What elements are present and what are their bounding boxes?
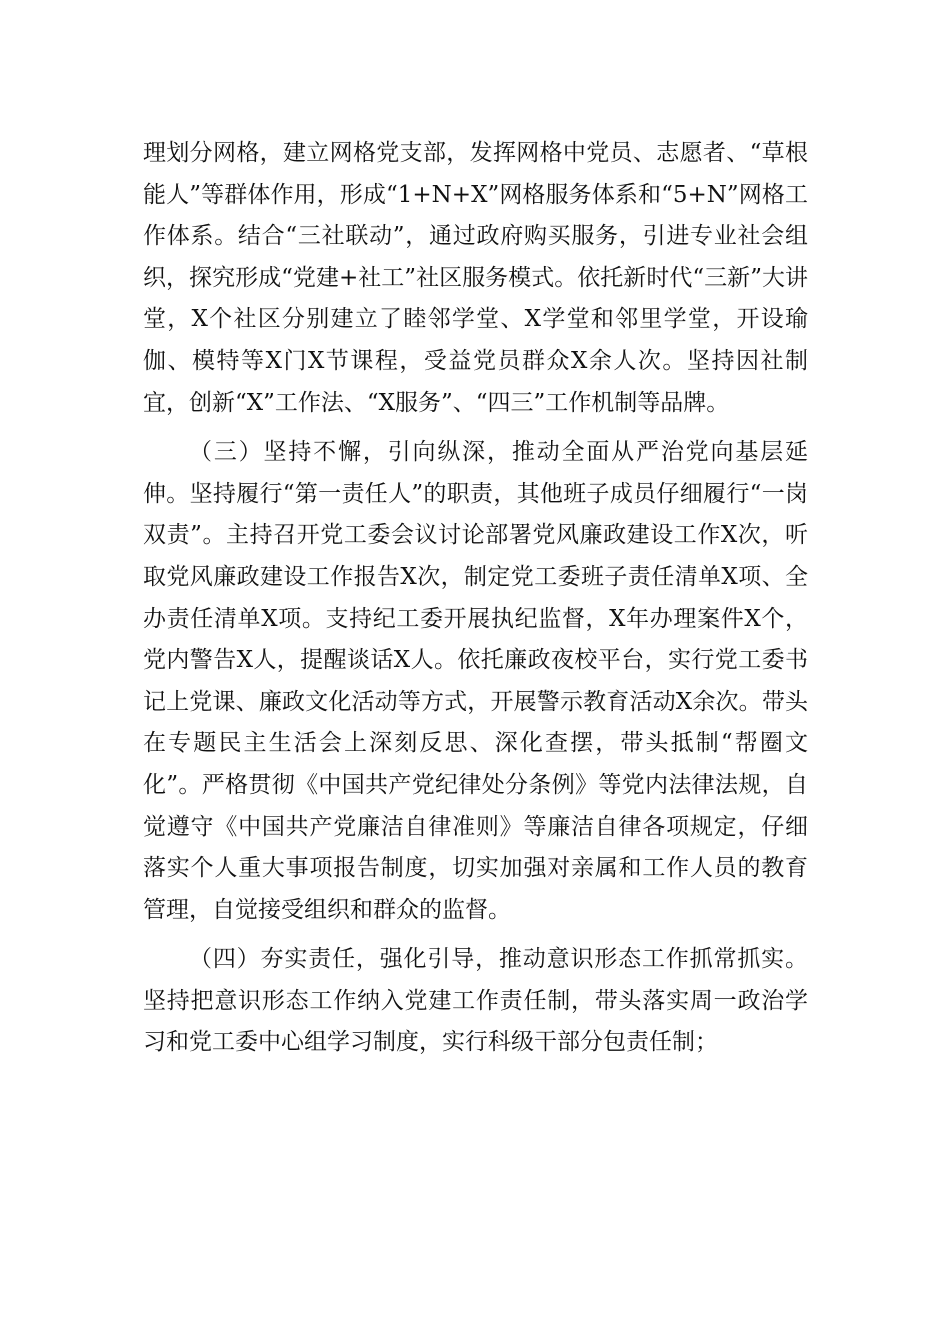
paragraph-gap: [143, 424, 808, 432]
paragraph-3: （四）夯实责任，强化引导，推动意识形态工作抓常抓实。坚持把意识形态工作纳入党建工作责任制，带头落实周一政治学习和党工委中心组学习制度，实行科级干部分包责任制；: [143, 946, 808, 1056]
paragraph-gap: [143, 931, 808, 939]
document-body: [143, 133, 808, 1064]
paragraph-1: 理划分网格，建立网格党支部，发挥网格中党员、志愿者、“草根能人”等群体作用，形成“1+N+X”网格服务体系和“5+N”网格工作体系。结合“三社联动”，通过政府购买服务，引进专业社会组织，探究形成“党建+社工”社区服务模式。依托新时代“三新”大讲堂，X个社区分别建立了睦邻学堂、X学堂和邻里学堂，开设瑜伽、模特等X门X节课程，受益党员群众X余人次。坚持因社制宜，创新“X”工作法、“X服务”、“四三”工作机制等品牌。: [143, 140, 808, 416]
paragraph-2: （三）坚持不懈，引向纵深，推动全面从严治党向基层延伸。坚持履行“第一责任人”的职责，其他班子成员仔细履行“一岗双责”。主持召开党工委会议讨论部署党风廉政建设工作X次，听取党风廉政建设工作报告X次，制定党工委班子责任清单X项、全办责任清单X项。支持纪工委开展执纪监督，X年办理案件X个，党内警告X人，提醒谈话X人。依托廉政夜校平台，实行党工委书记上党课、廉政文化活动等方式，开展警示教育活动X余次。带头在专题民主生活会上深刻反思、深化查摆，带头抵制“帮圈文化”。严格贯彻《中国共产党纪律处分条例》等党内法律法规，自觉遵守《中国共产党廉洁自律准则》等廉洁自律各项规定，仔细落实个人重大事项报告制度，切实加强对亲属和工作人员的教育管理，自觉接受组织和群众的监督。: [143, 439, 808, 923]
